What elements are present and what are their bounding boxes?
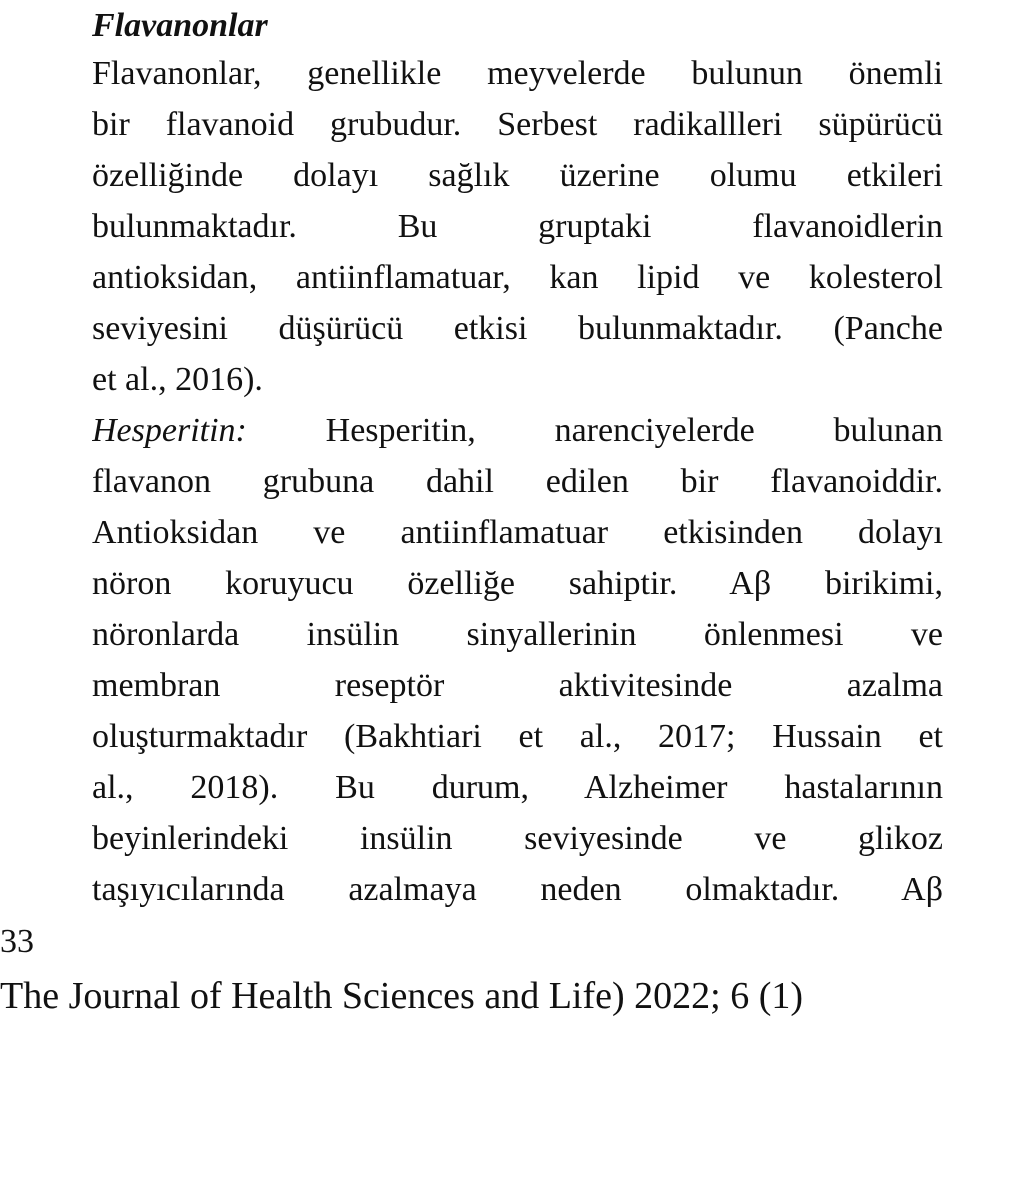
text-line: flavanon grubuna dahil edilen bir flavanoiddir. [92, 463, 943, 500]
article-body [92, 4, 943, 915]
text-line: bulunmaktadır. Bu gruptaki flavanoidlerin [92, 208, 943, 245]
text-line-rest: Hesperitin, narenciyelerde bulunan [246, 412, 943, 449]
text-line: bir flavanoid grubudur. Serbest radikallleri süpürücü [92, 106, 943, 143]
section-heading: Flavanonlar [92, 7, 268, 44]
text-line: Flavanonlar, genellikle meyvelerde bulunun önemli [92, 55, 943, 92]
paragraph-lead-term: Hesperitin: [92, 412, 247, 449]
text-line: özelliğinde dolayı sağlık üzerine olumu etkileri [92, 157, 943, 194]
text-line: et al., 2016). [92, 361, 263, 398]
text-line: taşıyıcılarında azalmaya neden olmaktadır. Aβ [92, 871, 943, 908]
text-line: beyinlerindeki insülin seviyesinde ve glikoz [92, 820, 943, 857]
text-line: oluşturmaktadır (Bakhtiari et al., 2017; Hussain et [92, 718, 943, 755]
text-line: nöronlarda insülin sinyallerinin önlenmesi ve [92, 616, 943, 653]
text-line: al., 2018). Bu durum, Alzheimer hastalarının [92, 769, 943, 806]
text-line [92, 405, 943, 456]
text-line: seviyesini düşürücü etkisi bulunmaktadır. (Panche [92, 310, 943, 347]
page-number: 33 [0, 923, 34, 960]
text-line: antioksidan, antiinflamatuar, kan lipid ve kolesterol [92, 259, 943, 296]
text-line: membran reseptör aktivitesinde azalma [92, 667, 943, 704]
journal-footer: The Journal of Health Sciences and Life) 2022; 6 (1) [0, 975, 804, 1017]
text-line: nöron koruyucu özelliğe sahiptir. Aβ birikimi, [92, 565, 943, 602]
paragraph-hesperitin [92, 405, 943, 915]
text-line: Antioksidan ve antiinflamatuar etkisinden dolayı [92, 514, 943, 551]
paragraph-flavanonlar [92, 48, 943, 405]
